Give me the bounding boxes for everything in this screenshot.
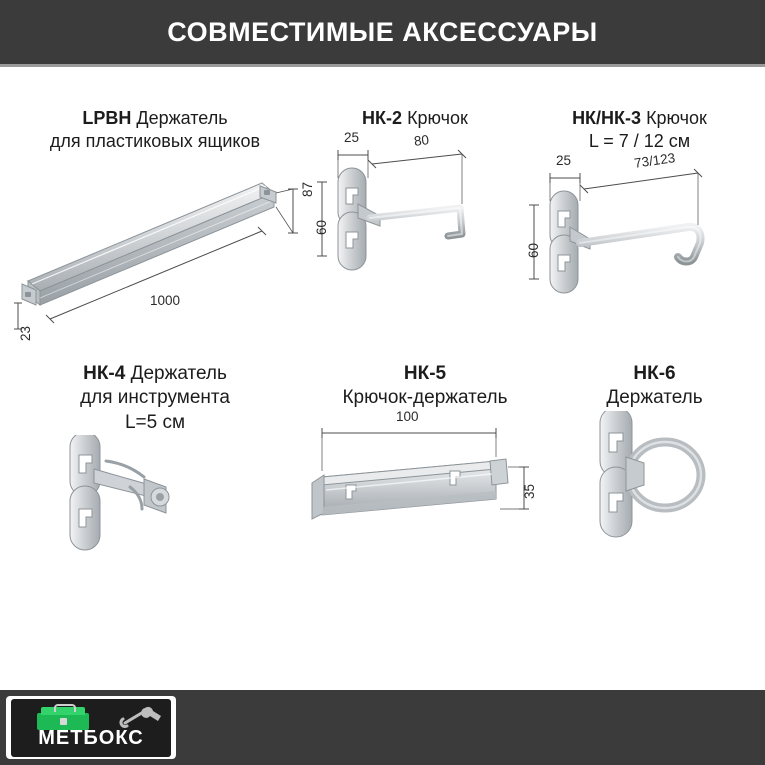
accessory-subtitle: Крючок-держатель — [342, 387, 508, 409]
accessory-card-hk3[interactable] — [522, 107, 757, 377]
accessory-name: Держатель — [130, 363, 227, 384]
accessory-title-hk5 — [300, 362, 550, 411]
dimension-lpbh-23: 23 — [18, 326, 33, 342]
accessory-name: Держатель — [136, 108, 228, 128]
accessory-figure-hk3 — [522, 150, 757, 343]
page-title: СОВМЕСТИМЫЕ АКСЕССУАРЫ — [167, 16, 598, 47]
accessory-subtitle: для пластиковых ящиков — [49, 131, 261, 152]
accessory-code: НК/НК-3 — [572, 108, 642, 128]
dimension-hk2-25: 25 — [344, 130, 360, 146]
accessory-card-hk6[interactable] — [552, 362, 757, 662]
dimension-hk2-60: 60 — [314, 220, 329, 236]
accessory-subtitle: L = 7 / 12 см — [588, 131, 691, 152]
hk6-drawing — [552, 411, 757, 591]
accessory-name: Крючок — [646, 108, 707, 128]
dimension-hk5-35: 35 — [522, 483, 537, 499]
accessory-title-hk2 — [310, 107, 520, 130]
dimension-hk3-60: 60 — [526, 243, 541, 259]
accessory-figure-lpbh — [10, 153, 315, 343]
accessory-code: НК-6 — [633, 363, 676, 384]
accessory-length: L=5 см — [124, 411, 186, 433]
accessory-figure-hk2 — [310, 130, 520, 320]
accessory-code: НК-2 — [362, 108, 403, 128]
accessory-figure-hk5 — [300, 408, 550, 591]
accessory-title-hk6 — [552, 362, 757, 411]
accessory-title-lpbh — [10, 107, 300, 153]
logo-text: МЕТБОКС — [38, 726, 144, 749]
accessory-title-hk3 — [522, 107, 757, 153]
accessory-code: НК-4 — [83, 363, 126, 384]
lpbh-drawing — [10, 153, 300, 343]
accessory-card-hk2[interactable] — [310, 107, 520, 377]
accessory-code: LPBH — [82, 108, 132, 128]
wrench-icon — [119, 705, 163, 729]
dimension-hk2-80: 80 — [413, 132, 430, 149]
accessory-subtitle: Держатель — [606, 387, 703, 409]
hk2-drawing — [310, 130, 520, 320]
accessory-card-hk5[interactable] — [300, 362, 550, 662]
hk4-drawing — [10, 435, 300, 615]
accessory-figure-hk4 — [10, 435, 300, 615]
accessory-figure-hk6 — [552, 411, 757, 591]
dimension-lpbh-1000: 1000 — [150, 293, 181, 309]
accessories-grid — [0, 67, 765, 690]
brand-logo[interactable] — [6, 696, 176, 759]
dimension-hk3-73-123: 73/123 — [633, 150, 677, 171]
dimension-lpbh-87: 87 — [300, 182, 315, 198]
accessory-name: Крючок — [407, 108, 468, 128]
accessory-card-hk4[interactable] — [10, 362, 300, 662]
accessory-title-hk4 — [10, 362, 300, 435]
logo-inner — [11, 699, 171, 757]
header-bar — [0, 0, 765, 64]
dimension-hk3-25: 25 — [556, 153, 572, 169]
footer-bar — [0, 690, 765, 765]
accessory-card-lpbh[interactable] — [10, 107, 315, 377]
hk3-drawing — [522, 153, 757, 343]
dimension-hk5-100: 100 — [396, 408, 419, 424]
accessory-subtitle: для инструмента — [80, 387, 230, 409]
accessory-code: НК-5 — [403, 363, 447, 384]
hk5-drawing — [300, 408, 550, 591]
